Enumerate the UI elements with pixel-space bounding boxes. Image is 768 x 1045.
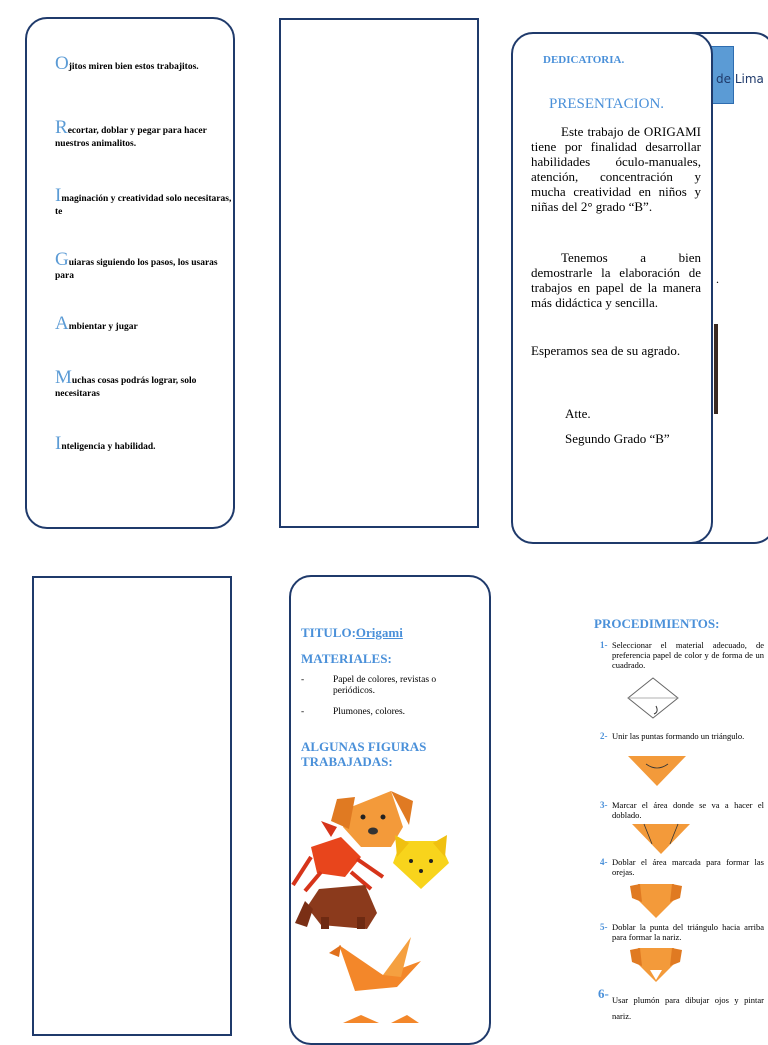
- acrostic-line-g: [55, 249, 235, 283]
- step-number: 5-: [600, 922, 608, 932]
- materials-heading: MATERIALES:: [301, 651, 392, 666]
- step-6: [598, 986, 764, 1024]
- acrostic-text: mbientar y jugar: [68, 322, 138, 332]
- acrostic-letter: I: [55, 433, 62, 454]
- material-text: Plumones, colores.: [333, 707, 406, 717]
- presentation-title: PRESENTACION.: [549, 96, 665, 112]
- bullet-dash: -: [301, 707, 305, 717]
- acrostic-letter: M: [55, 367, 72, 388]
- dog-ears-icon: [630, 880, 682, 920]
- dedicatoria-heading: DEDICATORIA.: [543, 54, 625, 66]
- closing-atte: Atte.: [565, 406, 591, 421]
- origami-elephant-icon: [295, 885, 377, 929]
- acrostic-text: jitos miren bien estos trabajitos.: [68, 62, 199, 72]
- acrostic-line-r: [55, 117, 235, 151]
- origami-crane-icon: [329, 937, 421, 991]
- step-text: Marcar el área donde se va a hacer el doblado.: [612, 800, 764, 820]
- acrostic-letter: A: [55, 313, 69, 334]
- presentation-p1: Este trabajo de ORIGAMI tiene por finalidad desarrollar habilidades óculo-manuales, atención, concentración y mucha creatividad en niños y niñas del 2° grado “B”.: [531, 124, 701, 214]
- title-line: [301, 625, 403, 641]
- acrostic-text: nteligencia y habilidad.: [61, 442, 156, 452]
- acrostic-letter: O: [55, 53, 69, 74]
- materials-panel: [289, 575, 491, 1045]
- step-number: 6-: [598, 986, 609, 1001]
- title-value: Origami: [355, 625, 403, 640]
- procedures-heading: PROCEDIMIENTOS:: [594, 616, 720, 631]
- acrostic-letter: I: [55, 185, 62, 206]
- blank-panel-bottom: [32, 576, 232, 1036]
- material-item-1: [301, 675, 475, 697]
- dog-nose-icon: [630, 944, 682, 984]
- partial-dot: .: [716, 272, 719, 286]
- acrostic-line-i2: [55, 433, 235, 454]
- blank-panel-top: [279, 18, 479, 528]
- figures-heading: ALGUNAS FIGURAS TRABAJADAS:: [301, 739, 427, 769]
- acrostic-text: uchas cosas podrás lograr, solo necesitaras: [55, 376, 197, 399]
- step-text: Unir las puntas formando un triángulo.: [612, 731, 745, 741]
- bullet-dash: -: [301, 675, 305, 685]
- acrostic-line-o: [55, 53, 235, 74]
- acrostic-line-i1: [55, 185, 235, 219]
- step-4: [600, 857, 764, 877]
- step-text: Doblar la punta del triángulo hacia arriba para formar la nariz.: [612, 922, 764, 942]
- acrostic-line-m: [55, 367, 235, 401]
- step-3: [600, 800, 764, 820]
- step-text: Usar plumón para dibujar ojos y pintar nariz.: [612, 995, 764, 1021]
- acrostic-panel: [25, 17, 235, 529]
- acrostic-letter: G: [55, 249, 69, 270]
- step-number: 2-: [600, 731, 608, 741]
- square-paper-icon: [626, 676, 680, 720]
- material-item-2: [301, 707, 475, 718]
- presentation-p2: Tenemos a bien demostrarle la elaboración de trabajos en papel de la manera más didáctica y sencilla.: [531, 250, 701, 310]
- presentation-panel: [511, 32, 713, 544]
- presentation-p3: Esperamos sea de su agrado.: [531, 343, 681, 358]
- step-text: Doblar el área marcada para formar las orejas.: [612, 857, 764, 877]
- triangle-icon: [626, 754, 688, 788]
- title-label: TITULO:: [301, 625, 356, 640]
- acrostic-text: ecortar, doblar y pegar para hacer nuestros animalitos.: [55, 126, 207, 149]
- origami-figures: [291, 777, 489, 1027]
- step-number: 1-: [600, 640, 608, 650]
- acrostic-letter: R: [55, 117, 68, 138]
- partial-lima: de Lima: [716, 72, 764, 86]
- photo-strip: [714, 324, 718, 414]
- step-1: [600, 640, 764, 670]
- acrostic-text: uiaras siguiendo los pasos, los usaras para: [55, 258, 218, 281]
- material-text: Papel de colores, revistas o periódicos.: [333, 675, 437, 696]
- acrostic-text: maginación y creatividad solo necesitaras, te: [55, 194, 232, 217]
- origami-cat-icon: [393, 835, 449, 889]
- marked-triangle-icon: [630, 822, 692, 856]
- step-5: [600, 922, 764, 942]
- signature: Segundo Grado “B”: [565, 431, 670, 446]
- step-number: 3-: [600, 800, 608, 810]
- step-2: [600, 731, 764, 741]
- acrostic-line-a: [55, 313, 235, 334]
- step-number: 4-: [600, 857, 608, 867]
- step-text: Seleccionar el material adecuado, de preferencia papel de color y de forma de un cuadrado.: [612, 640, 764, 670]
